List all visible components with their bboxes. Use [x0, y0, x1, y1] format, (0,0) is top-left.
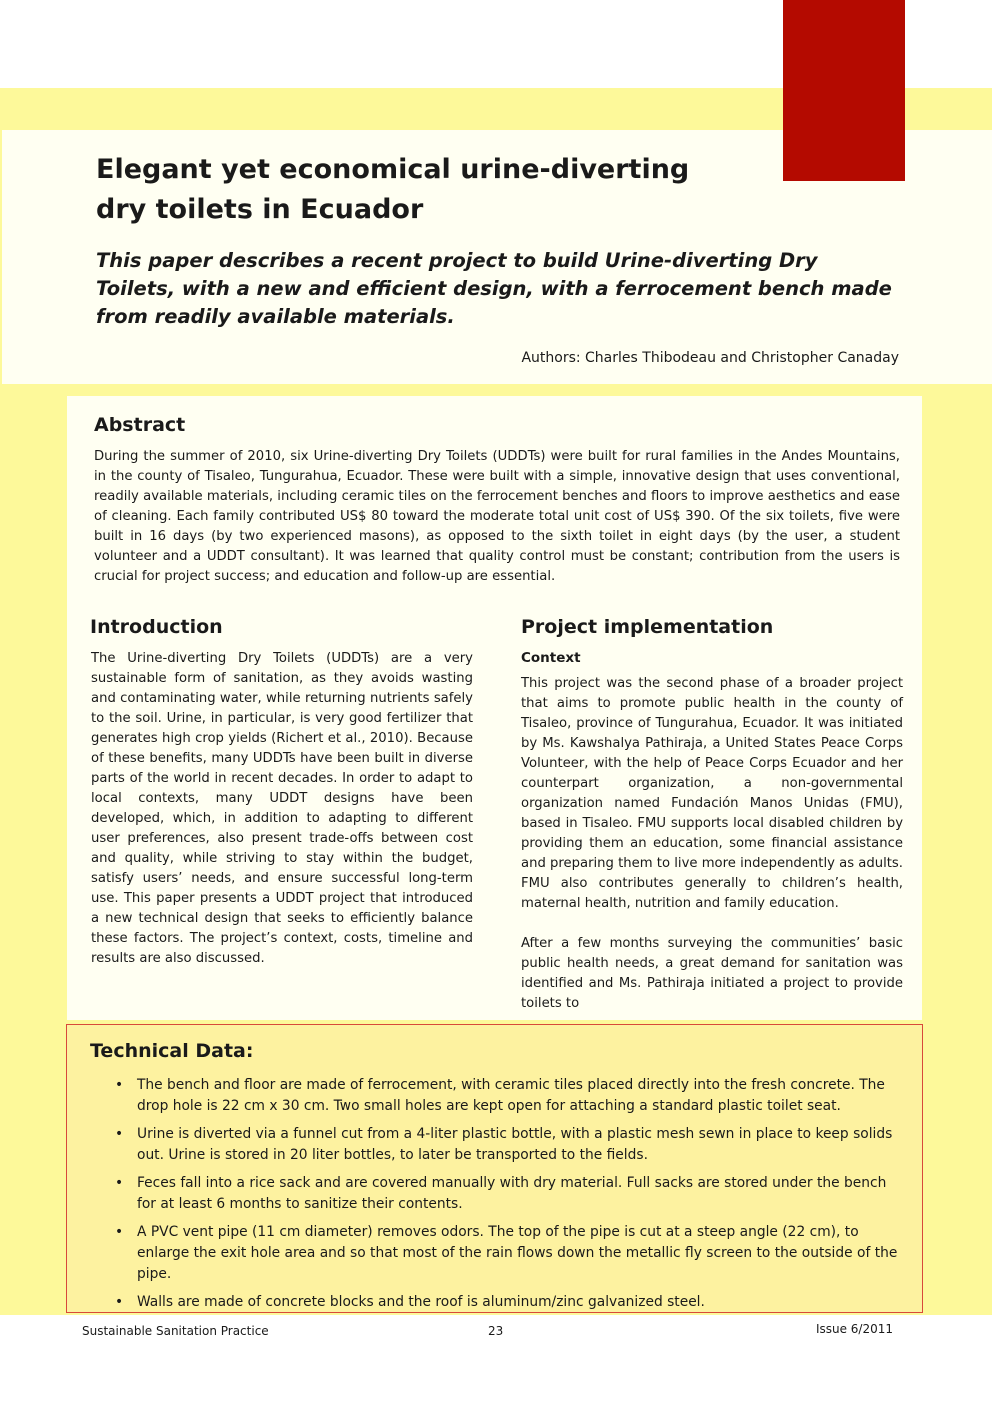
project-implementation-heading: Project implementation	[521, 616, 774, 638]
technical-data-heading: Technical Data:	[90, 1040, 254, 1062]
technical-data-list	[110, 1075, 900, 1320]
bullet-icon: •	[115, 1294, 124, 1310]
bullet-icon: •	[115, 1077, 124, 1093]
abstract-heading: Abstract	[94, 414, 186, 436]
project-paragraph-2: After a few months surveying the communities’ basic public health needs, a great demand for sanitation was identified and Ms. Pathiraja initiated a project to provide toilets to	[521, 936, 903, 1011]
list-item	[110, 1292, 900, 1313]
list-item-text: The bench and floor are made of ferrocement, with ceramic tiles placed directly into the fresh concrete. The drop hole is 22 cm x 30 cm. Two small holes are kept open for attaching a standard plastic toilet seat.	[137, 1077, 885, 1114]
bullet-icon: •	[115, 1224, 124, 1240]
list-item	[110, 1222, 900, 1285]
introduction-text: The Urine-diverting Dry Toilets (UDDTs) are a very sustainable form of sanitation, as they avoids wasting and contaminating water, while returning nutrients safely to the soil. Urine, in particular, is very good fertilizer that generates high crop yields (Richert et al., 2010). Because of these benefits, many UDDTs have been built in diverse parts of the world in recent decades. In order to adapt to local contexts, many UDDT designs have been developed, which, in addition to adapting to different user preferences, also present trade-offs between cost and quality, while striving to stay within the budget, satisfy users’ needs, and ensure successful long-term use. This paper presents a UDDT project that introduced a new technical design that seeks to efficiently balance these factors. The project’s context, costs, timeline and results are also discussed.	[91, 651, 473, 966]
article-authors: Authors: Charles Thibodeau and Christopher Canaday	[521, 350, 899, 366]
article-subtitle: This paper describes a recent project to build Urine-diverting Dry Toilets, with a new and efficient design, with a ferrocement bench made from readily available materials.	[96, 249, 892, 328]
introduction-heading: Introduction	[90, 616, 223, 638]
bullet-icon: •	[115, 1126, 124, 1142]
list-item	[110, 1124, 900, 1166]
list-item-text: Feces fall into a rice sack and are covered manually with dry material. Full sacks are stored under the bench for at least 6 months to sanitize their contents.	[137, 1175, 887, 1212]
bullet-icon: •	[115, 1175, 124, 1191]
list-item-text: A PVC vent pipe (11 cm diameter) removes odors. The top of the pipe is cut at a steep angle (22 cm), to enlarge the exit hole area and so that most of the rain flows down the metallic fly screen to the outside of the pipe.	[137, 1224, 898, 1282]
list-item-text: Urine is diverted via a funnel cut from a 4-liter plastic bottle, with a plastic mesh sewn in place to keep solids out. Urine is stored in 20 liter bottles, to later be transported to the fields.	[137, 1126, 893, 1163]
footer-page-number: 23	[488, 1324, 504, 1338]
list-item-text: Walls are made of concrete blocks and the roof is aluminum/zinc galvanized steel.	[137, 1294, 705, 1310]
project-paragraph-1: This project was the second phase of a broader project that aims to promote public health in the county of Tisaleo, province of Tungurahua, Ecuador. It was initiated by Ms. Kawshalya Pathiraja, a United States Peace Corps Volunteer, with the help of Peace Corps Ecuador and her counterpart organization, a non-governmental organization named Fundación Manos Unidas (FMU), based in Tisaleo. FMU supports local disabled children by providing them an education, some financial assistance and preparing them to live more independently as adults. FMU also contributes generally to children’s health, maternal health, nutrition and family education.	[521, 676, 903, 911]
list-item	[110, 1173, 900, 1215]
list-item	[110, 1075, 900, 1117]
footer-journal-name: Sustainable Sanitation Practice	[82, 1324, 269, 1338]
article-title: Elegant yet economical urine-diverting dry toilets in Ecuador	[96, 154, 690, 225]
footer-issue: Issue 6/2011	[815, 1322, 893, 1336]
red-corner-tab	[783, 0, 905, 181]
context-subheading: Context	[521, 650, 581, 666]
abstract-text: During the summer of 2010, six Urine-diverting Dry Toilets (UDDTs) were built for rural families in the Andes Mountains, in the county of Tisaleo, Tungurahua, Ecuador. These were built with a simple, innovative design that uses conventional, readily available materials, including ceramic tiles on the ferrocement benches and floors to improve aesthetics and ease of cleaning. Each family contributed US$ 80 toward the moderate total unit cost of US$ 390. Of the six toilets, five were built in 16 days (by two experienced masons), as opposed to the sixth toilet in eight days (by the user, a student volunteer and a UDDT consultant). It was learned that quality control must be constant; contribution from the users is crucial for project success; and education and follow-up are essential.	[94, 449, 900, 584]
